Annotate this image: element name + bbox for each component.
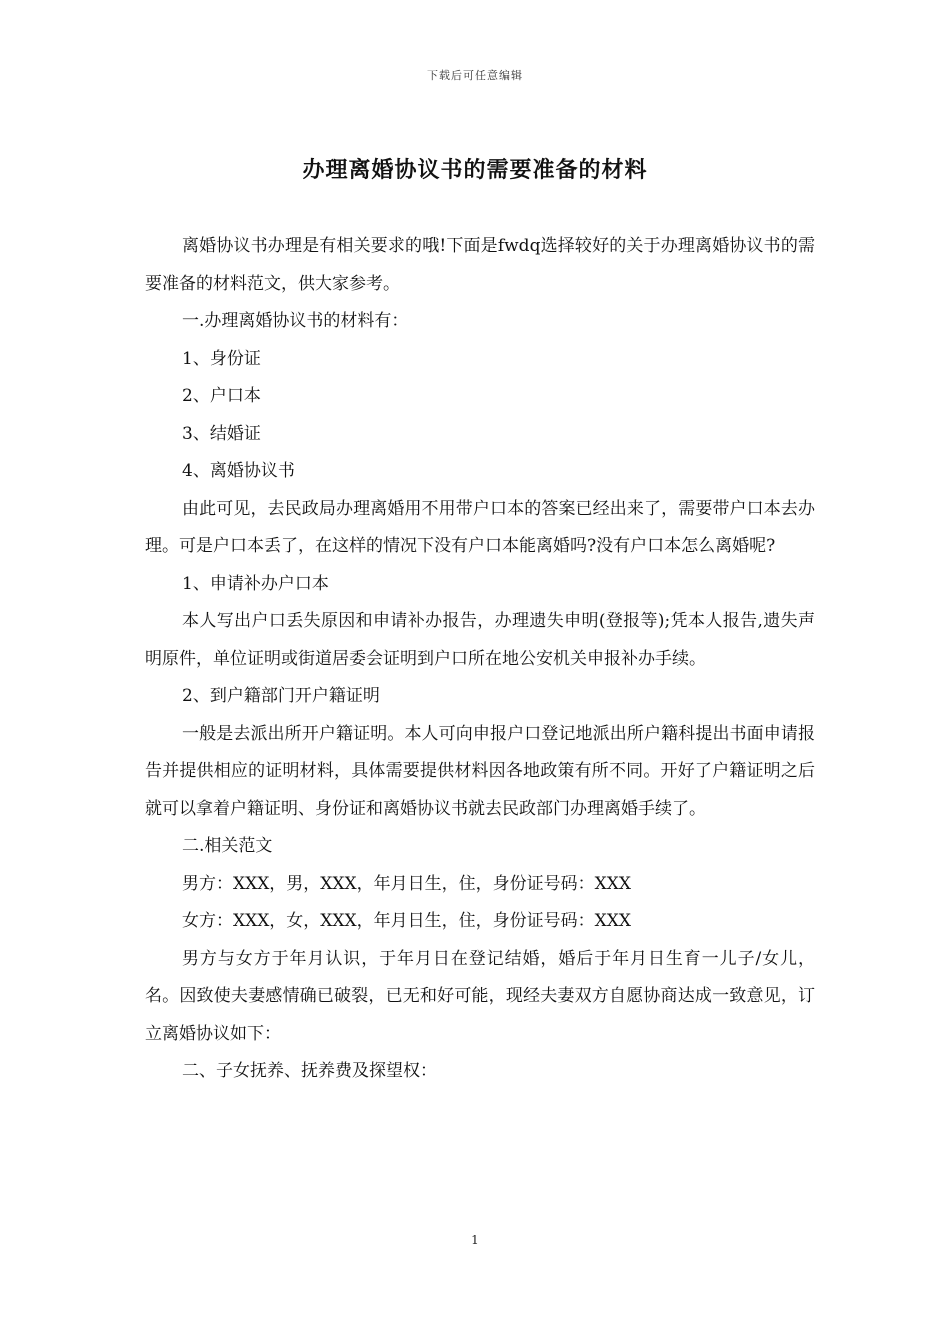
party-line-female: 女方：XXX，女，XXX，年月日生，住，身份证号码：XXX: [182, 911, 631, 931]
paragraph: 本人写出户口丢失原因和申请补办报告，办理遗失申明(登报等);凭本人报告,遗失声明原件，单位证明或街道居委会证明到户口所在地公安机关申报补办手续。: [145, 611, 815, 669]
subheading: 2、到户籍部门开户籍证明: [182, 686, 380, 706]
section-heading-sample: 二.相关范文: [182, 836, 273, 856]
list-item: 1、身份证: [182, 348, 261, 369]
section-heading-materials: 一.办理离婚协议书的材料有：: [182, 311, 409, 331]
paragraph: 由此可见，去民政局办理离婚用不用带户口本的答案已经出来了，需要带户口本去办理。可是户口本丢了，在这样的情况下没有户口本能离婚吗?没有户口本怎么离婚呢?: [145, 498, 815, 556]
subheading: 1、申请补办户口本: [182, 573, 329, 594]
document-title: 办理离婚协议书的需要准备的材料: [302, 157, 648, 183]
paragraph-intro: 离婚协议书办理是有相关要求的哦!下面是fwdq选择较好的关于办理离婚协议书的需要准备的材料范文，供大家参考。: [145, 236, 815, 294]
list-item: 2、户口本: [182, 386, 261, 406]
document-body: [145, 228, 815, 1091]
list-item: 4、离婚协议书: [182, 461, 295, 481]
party-line-male: 男方：XXX，男，XXX，年月日生，住，身份证号码：XXX: [182, 873, 631, 894]
paragraph: 男方与女方于年月认识，于年月日在登记结婚，婚后于年月日生育一儿子/女儿，名。因致使夫妻感情确已破裂，已无和好可能，现经夫妻双方自愿协商达成一致意见，订立离婚协议如下：: [145, 948, 815, 1044]
page-number: 1: [471, 1233, 479, 1247]
list-item: 3、结婚证: [182, 423, 261, 444]
paragraph: 一般是去派出所开户籍证明。本人可向申报户口登记地派出所户籍科提出书面申请报告并提供相应的证明材料，具体需要提供材料因各地政策有所不同。开好了户籍证明之后就可以拿着户籍证明、身份证和离婚协议书就去民政部门办理离婚手续了。: [145, 723, 815, 819]
subheading: 二、子女抚养、抚养费及探望权：: [182, 1061, 437, 1081]
header-note: 下载后可任意编辑: [427, 69, 523, 82]
